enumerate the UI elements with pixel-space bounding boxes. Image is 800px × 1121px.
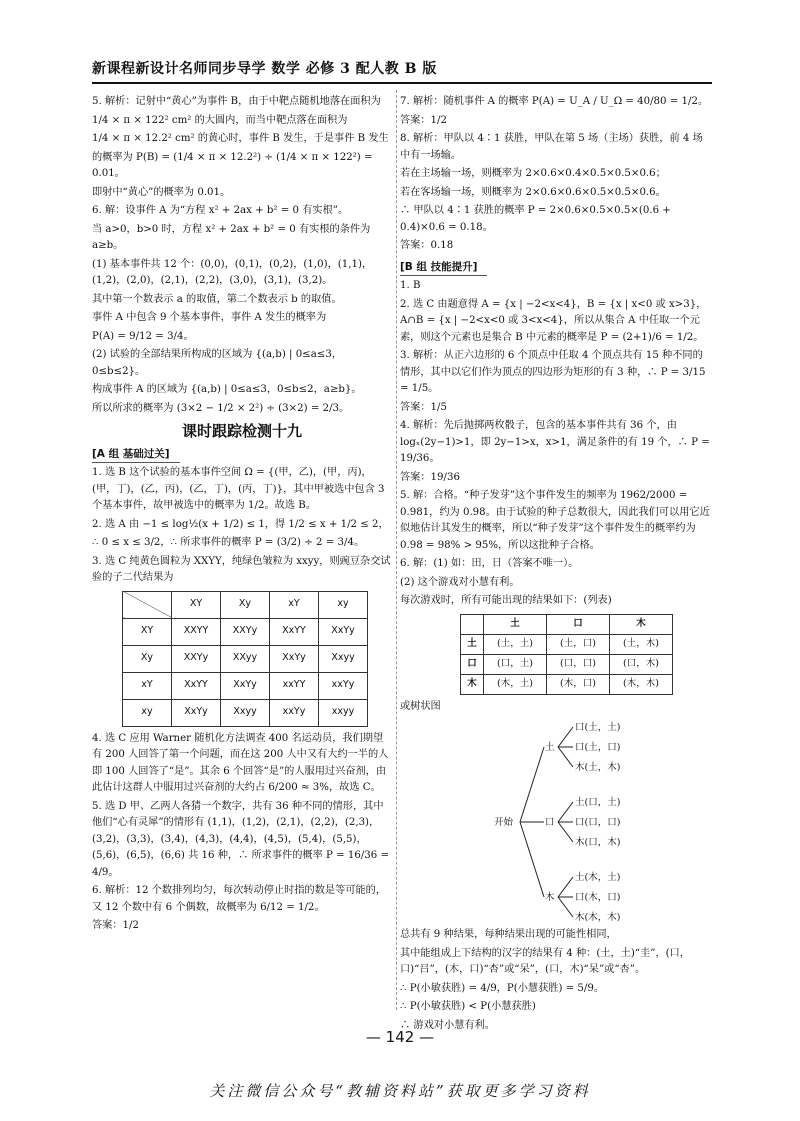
left-column bbox=[92, 94, 392, 937]
group-a-solutions bbox=[92, 465, 392, 587]
text-line-a1: 1. 选 B 这个试验的基本事件空间 Ω = {(甲，乙)，(甲，丙)，(甲，丁)，(乙，丙)，(乙，丁)，(丙，丁)}，其中甲被选中包含 3 个基本事件，故甲被选中的概率为 1/2。故选 B。 bbox=[92, 467, 385, 511]
table-cell: (口，口) bbox=[547, 654, 610, 674]
table-row bbox=[123, 645, 368, 672]
table-cell: (木，口) bbox=[547, 674, 610, 694]
text-line-b3: 6. 解析：12 个数排列均匀，每次转动停止时指的数是等可能的，又 12 个数中有 6 个偶数，故概率为 6/12 = 1/2。 bbox=[92, 885, 387, 913]
text-line-l10: 事件 A 中包含 9 个基本事件，事件 A 发生的概率为 bbox=[92, 312, 327, 323]
char-combination-table bbox=[460, 614, 673, 695]
text-line-s3: 3. 解析：从正六边形的 6 个顶点中任取 4 个顶点共有 15 种不同的情形，其中以它们作为顶点的四边形为矩形的有 3 种，∴ P = 3/15 = 1/5。 bbox=[400, 350, 706, 394]
text-line-c5: ∴ 游戏对小慧有利。 bbox=[400, 1019, 495, 1031]
text-line-s2: 2. 选 C 由题意得 A = {x | −2<x<4}，B = {x | x<0 或 x>3}，A∩B = {x | −2<x<0 或 3<x<4}，所以从集合 A 中任取一个元素，则这个元素也是集合 B 中元素的概率是 P = (2+1)/6 = 1/2。 bbox=[400, 298, 707, 343]
text-line-s10: 每次游戏时，所有可能出现的结果如下：(列表) bbox=[400, 595, 612, 606]
table-col-header: 口 bbox=[547, 614, 610, 634]
solutions-block-top bbox=[92, 94, 392, 417]
text-line-b2: 5. 选 D 甲、乙两人各猜一个数字，共有 36 种不同的情形，其中他们“心有灵犀”的情形有 (1,1)，(1,2)，(2,1)，(2,2)，(2,3)，(3,2)，(3,3)，(3,4)，(4,3)，(4,4)，(4,5)，(5,4)，(5,5)，(5,6)，(6,5)，(6,6) 共 16 种，∴ 所求事件的概率 P = 16/36 = 4/9。 bbox=[92, 800, 390, 878]
table-col-header: xy bbox=[319, 591, 368, 618]
text-line-l14: 所以所求的概率为 (3×2 − 1/2 × 2²) ÷ (3×2) = 2/3。 bbox=[92, 402, 350, 414]
text-line-a3: ∴ 0 ≤ x ≤ 3/2，∴ 所求事件的概率 P = (3/2) ÷ 2 = 3/4。 bbox=[92, 537, 365, 548]
table-cell: xxyy bbox=[319, 699, 368, 726]
table-header-row bbox=[123, 591, 368, 618]
table-corner-cell bbox=[461, 614, 484, 634]
table-cell: (土，土) bbox=[484, 634, 547, 654]
tree-branch-label: 木 bbox=[545, 892, 555, 903]
group-a-heading: [A 组 基础过关] bbox=[92, 446, 180, 464]
table-cell: XxYY bbox=[270, 618, 319, 645]
tree-leaf-label: 土(口，土) bbox=[575, 797, 621, 808]
table-cell: (土，口) bbox=[547, 634, 610, 654]
text-line-s8: 6. 解：(1) 如：田，日（答案不唯一）。 bbox=[400, 558, 579, 569]
table-row bbox=[123, 618, 368, 645]
tree-leaf-label: 口(土，口) bbox=[575, 742, 621, 753]
tree-leaf-line bbox=[558, 747, 573, 767]
text-line-s1: 1. B bbox=[400, 280, 421, 291]
table-cell: xxYy bbox=[319, 672, 368, 699]
tree-lines bbox=[400, 717, 712, 927]
group-a-solutions-cont bbox=[92, 731, 392, 935]
text-line-a4: 3. 选 C 纯黄色圆粒为 XXYY，纯绿色皱粒为 xxyy，则豌豆杂交试验的子二代结果为 bbox=[92, 555, 391, 583]
footer-note: 关注微信公众号“教辅资料站”获取更多学习资料 bbox=[209, 1082, 591, 1100]
table-row-header: 土 bbox=[461, 634, 484, 654]
group-b-solutions bbox=[400, 278, 712, 610]
tree-leaf-label: 口(木，口) bbox=[575, 892, 621, 903]
text-line-r2: 答案：1/2 bbox=[400, 114, 447, 126]
tree-diagram bbox=[400, 717, 712, 927]
page-number: — 142 — bbox=[365, 1028, 435, 1046]
text-line-r4: 若在主场输一场，则概率为 2×0.6×0.4×0.5×0.5×0.6； bbox=[400, 168, 666, 179]
tree-leaf-label: 口(口，口) bbox=[575, 817, 621, 828]
tree-leaf-label: 木(口，木) bbox=[575, 837, 621, 848]
text-line-l6: 6. 解：设事件 A 为“方程 x² + 2ax + b² = 0 有实根”。 bbox=[92, 205, 349, 216]
table-col-header: 土 bbox=[484, 614, 547, 634]
table-cell: (口，土) bbox=[484, 654, 547, 674]
table-cell: XXYy bbox=[221, 618, 270, 645]
tree-leaf-line bbox=[558, 822, 573, 842]
table-cell: XXYY bbox=[172, 618, 221, 645]
text-line-l13: 构成事件 A 的区域为 {(a,b) | 0≤a≤3，0≤b≤2，a≥b}。 bbox=[92, 384, 362, 395]
text-line-c3: ∴ P(小敏获胜) = 4/9，P(小慧获胜) = 5/9。 bbox=[400, 982, 605, 994]
table-cell: XxYy bbox=[172, 699, 221, 726]
table-row bbox=[461, 674, 673, 694]
table-cell: (木，土) bbox=[484, 674, 547, 694]
text-line-b4: 答案：1/2 bbox=[92, 920, 139, 931]
table-row-header: XY bbox=[123, 618, 172, 645]
table-cell: (土，木) bbox=[610, 634, 673, 654]
table-cell: Xxyy bbox=[319, 645, 368, 672]
tree-branch-label: 口 bbox=[545, 817, 555, 828]
table-cell: Xxyy bbox=[221, 699, 270, 726]
tree-leaf-line bbox=[558, 727, 573, 747]
table-row-header: 口 bbox=[461, 654, 484, 674]
text-line-l4: 的概率为 P(B) = (1/4 × π × 12.2²) ÷ (1/4 × π × 122²) = 0.01。 bbox=[92, 151, 373, 179]
tree-intro: 或树状图 bbox=[400, 700, 441, 712]
tree-leaf-line bbox=[558, 802, 573, 822]
table-cell: XxYY bbox=[172, 672, 221, 699]
text-line-c4: ∴ P(小敏获胜) < P(小慧获胜) bbox=[400, 1001, 536, 1012]
text-line-r1: 7. 解析：随机事件 A 的概率 P(A) = U_A / U_Ω = 40/80 = 1/2。 bbox=[400, 96, 709, 107]
table-col-header: Xy bbox=[221, 591, 270, 618]
tree-leaf-label: 木(土，木) bbox=[575, 762, 621, 773]
tree-leaf-label: 口(土，土) bbox=[575, 722, 621, 733]
tree-leaf-label: 木(木，木) bbox=[575, 912, 621, 923]
text-line-c1: 总共有 9 种结果，每种结果出现的可能性相同， bbox=[400, 929, 617, 940]
text-line-l3: 1/4 × π × 12.2² cm² 的黄心时，事件 B 发生，于是事件 B 发生 bbox=[92, 133, 389, 144]
text-line-r3: 8. 解析：甲队以 4∶1 获胜，甲队在第 5 场（主场）获胜，前 4 场中有一场输。 bbox=[400, 133, 703, 161]
table-row-header: Xy bbox=[123, 645, 172, 672]
table-cell: XXYy bbox=[172, 645, 221, 672]
table-row-header: 木 bbox=[461, 674, 484, 694]
solutions-block-right bbox=[400, 94, 712, 255]
text-line-l11: P(A) = 9/12 = 3/4。 bbox=[92, 330, 194, 342]
column-divider bbox=[396, 90, 397, 1010]
table-row bbox=[461, 654, 673, 674]
table-header-row bbox=[461, 614, 673, 634]
text-line-l5: 即射中“黄心”的概率为 0.01。 bbox=[92, 186, 231, 198]
table-cell: (口，木) bbox=[610, 654, 673, 674]
table-row-header: xY bbox=[123, 672, 172, 699]
text-line-s9: (2) 这个游戏对小慧有利。 bbox=[400, 576, 520, 588]
table-col-header: xY bbox=[270, 591, 319, 618]
tree-root-label: 开始 bbox=[494, 817, 514, 828]
table-cell: XxYy bbox=[319, 618, 368, 645]
tree-leaf-line bbox=[558, 897, 573, 917]
text-line-s6: 答案：19/36 bbox=[400, 471, 460, 483]
table-cell: xxYY bbox=[270, 672, 319, 699]
text-line-l1: 5. 解析：记射中“黄心”为事件 B，由于中靶点随机地落在面积为 bbox=[92, 96, 381, 107]
section-title: 课时跟踪检测十九 bbox=[181, 422, 302, 440]
tree-branch-line bbox=[520, 747, 544, 822]
running-header: 新课程新设计名师同步导学 数学 必修 3 配人教 B 版 bbox=[92, 58, 712, 84]
table-col-header: 木 bbox=[610, 614, 673, 634]
table-corner-cell bbox=[123, 591, 172, 618]
table-cell: XXyy bbox=[221, 645, 270, 672]
tree-branch-label: 土 bbox=[545, 742, 555, 753]
table-cell: (木，木) bbox=[610, 674, 673, 694]
genotype-table bbox=[122, 591, 368, 727]
table-cell: xxYy bbox=[270, 699, 319, 726]
table-col-header: XY bbox=[172, 591, 221, 618]
table-row bbox=[461, 634, 673, 654]
text-line-s7: 5. 解：合格。“种子发芽”这个事件发生的频率为 1962/2000 = 0.981，约为 0.98。由于试验的种子总数很大，因此我们可以用它近似地估计其发生的概率，所以“种子发芽”这个事件发生的概率约为 0.98 = 98% > 95%，所以这批种子合格。 bbox=[400, 490, 710, 551]
text-line-b1: 4. 选 C 应用 Warner 随机化方法调查 400 名运动员，我们期望有 200 人回答了第一个问题，而在这 200 人中又有大约一半的人即 100 人回答了“是”。其余 6 个回答“是”的人服用过兴奋剂，由此估计这群人中服用过兴奋剂的大约占 6/200 ≈ 3%，故选 C。 bbox=[92, 732, 389, 793]
table-cell: XxYy bbox=[221, 672, 270, 699]
table-row bbox=[123, 672, 368, 699]
tree-leaf-line bbox=[558, 877, 573, 897]
text-line-r5: 若在客场输一场，则概率为 2×0.6×0.6×0.5×0.5×0.6。 bbox=[400, 186, 666, 198]
table-row-header: xy bbox=[123, 699, 172, 726]
text-line-a2: 2. 选 A 由 −1 ≤ log½(x + 1/2) ≤ 1，得 1/2 ≤ x + 1/2 ≤ 2， bbox=[92, 518, 389, 530]
text-line-s5: 4. 解析：先后抛掷两枚骰子，包含的基本事件共有 36 个，由 logₓ(2y−1)>1，即 2y−1>x，x>1，满足条件的有 19 个，∴ P = 19/36。 bbox=[400, 420, 710, 464]
group-b-heading: [B 组 技能提升] bbox=[400, 259, 487, 277]
tree-conclusion bbox=[400, 927, 712, 1034]
text-line-c2: 其中能组成上下结构的汉字的结果有 4 种：(土，土)“圭”，(口，口)“吕”，(木，口)“杏”或“呆”，(口，木)“呆”或“杏”。 bbox=[400, 947, 690, 975]
table-cell: XxYy bbox=[270, 645, 319, 672]
text-line-l8: (1) 基本事件共 12 个：(0,0)，(0,1)，(0,2)，(1,0)，(1,1)，(1,2)，(2,0)，(2,1)，(2,2)，(3,0)，(3,1)，(3,2)。 bbox=[92, 258, 373, 286]
text-line-r6: ∴ 甲队以 4∶1 获胜的概率 P = 2×0.6×0.5×0.5×(0.6 + 0.4)×0.6 = 0.18。 bbox=[400, 205, 671, 233]
text-line-s4: 答案：1/5 bbox=[400, 401, 447, 413]
text-line-l7: 当 a>0，b>0 时，方程 x² + 2ax + b² = 0 有实根的条件为 a≥b。 bbox=[92, 223, 371, 251]
text-line-r7: 答案：0.18 bbox=[400, 240, 454, 251]
text-line-l2: 1/4 × π × 122² cm² 的大圆内，而当中靶点落在面积为 bbox=[92, 114, 348, 126]
tree-leaf-label: 土(木，土) bbox=[575, 872, 621, 883]
table-row bbox=[123, 699, 368, 726]
tree-branch-line bbox=[520, 822, 544, 897]
right-column bbox=[400, 94, 712, 1036]
text-line-l12: (2) 试验的全部结果所构成的区域为 {(a,b) | 0≤a≤3，0≤b≤2}。 bbox=[92, 349, 343, 377]
text-line-l9: 其中第一个数表示 a 的取值，第二个数表示 b 的取值。 bbox=[92, 293, 342, 305]
